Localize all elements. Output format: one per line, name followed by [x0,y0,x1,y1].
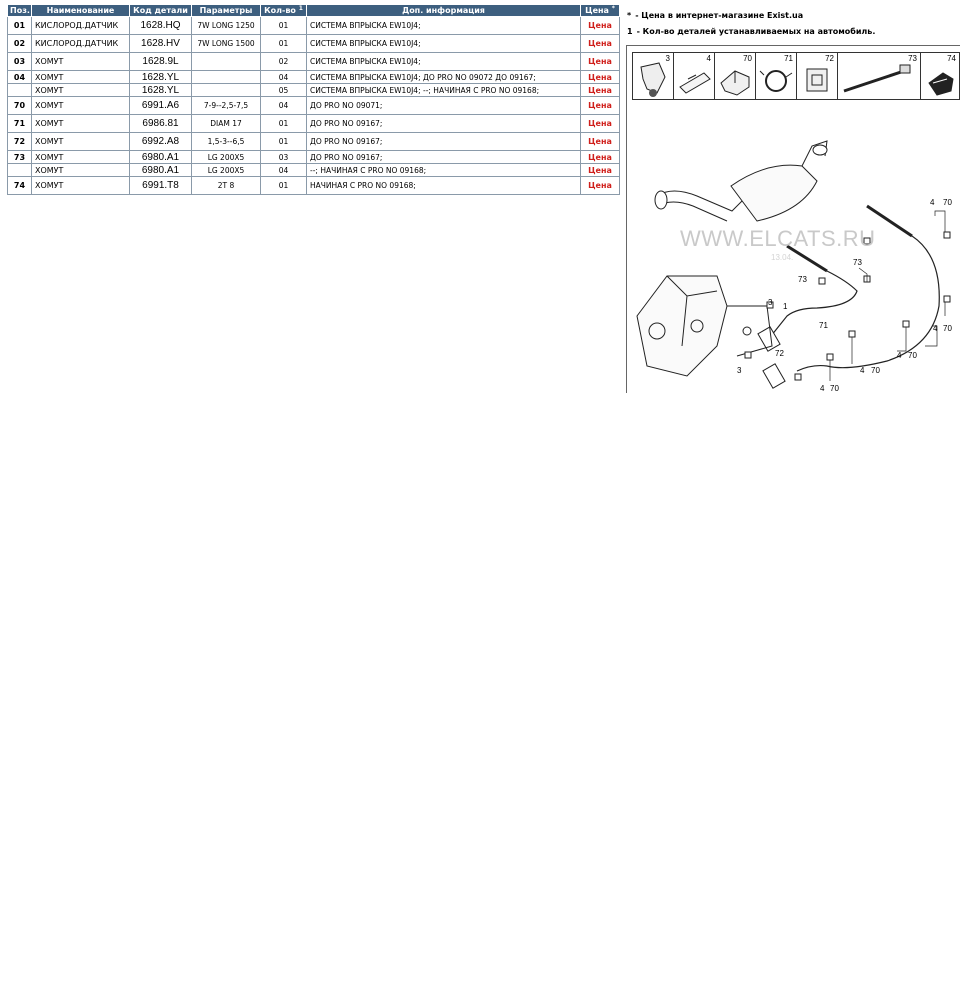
table-row [8,17,620,35]
table-row [8,35,620,53]
row-name: ХОМУТ [32,133,130,151]
callout-4[interactable]: 4 [897,351,902,360]
row-qty: 04 [261,164,307,177]
table-row [8,115,620,133]
row-info: ДО PRO NO 09167; [307,151,581,164]
price-footnote [627,11,803,20]
parts-table [7,4,620,195]
callout-4[interactable]: 4 [860,366,865,375]
part-code: 6980.A1 [130,151,192,164]
price-link[interactable]: Цена [581,133,620,151]
part-code: 6991.A6 [130,97,192,115]
callout-3[interactable]: 3 [768,298,773,307]
callout-70[interactable]: 70 [908,351,917,360]
row-qty: 02 [261,53,307,71]
row-info: ДО PRO NO 09167; [307,133,581,151]
price-note-text: - Цена в интернет-магазине Exist.ua [635,11,804,20]
table-row [8,71,620,84]
price-link[interactable]: Цена [581,151,620,164]
price-link[interactable]: Цена [581,71,620,84]
callout-3[interactable]: 3 [737,366,742,375]
row-params: 2T 8 [192,177,261,195]
row-info: СИСТЕМА ВПРЫСКА EW10J4; --; НАЧИНАЯ С PRO NO 09168; [307,84,581,97]
price-link[interactable]: Цена [581,115,620,133]
row-pos [8,164,32,177]
thumb-label: 72 [825,54,834,63]
price-link[interactable]: Цена [581,17,620,35]
row-pos: 72 [8,133,32,151]
row-pos: 74 [8,177,32,195]
row-name: КИСЛОРОД.ДАТЧИК [32,35,130,53]
row-pos: 70 [8,97,32,115]
row-params [192,53,261,71]
callout-4[interactable]: 4 [933,324,938,333]
part-code: 6992.A8 [130,133,192,151]
row-pos: 04 [8,71,32,84]
row-qty: 04 [261,97,307,115]
part-code: 1628.9L [130,53,192,71]
row-params: 7W LONG 1500 [192,35,261,53]
row-info: ДО PRO NO 09167; [307,115,581,133]
row-name: ХОМУТ [32,115,130,133]
row-info: СИСТЕМА ВПРЫСКА EW10J4; [307,53,581,71]
qty-note-mark: 1 [627,27,633,36]
callout-73[interactable]: 73 [853,258,862,267]
price-link[interactable]: Цена [581,84,620,97]
col-header-info: Доп. информация [307,5,581,17]
row-info: СИСТЕМА ВПРЫСКА EW10J4; [307,17,581,35]
callout-71[interactable]: 71 [819,321,828,330]
row-params [192,84,261,97]
row-params: LG 200X5 [192,151,261,164]
table-header-row [8,5,620,17]
table-body [8,17,620,195]
callout-4[interactable]: 4 [820,384,825,393]
part-code: 6980.A1 [130,164,192,177]
table-row [8,164,620,177]
callout-70[interactable]: 70 [871,366,880,375]
qty-footnote-mark: 1 [298,5,303,12]
part-code: 1628.YL [130,84,192,97]
qty-footnote [627,27,875,36]
row-pos: 02 [8,35,32,53]
row-qty: 01 [261,177,307,195]
price-link[interactable]: Цена [581,53,620,71]
row-name: ХОМУТ [32,177,130,195]
callout-70[interactable]: 70 [943,324,952,333]
thumb-label: 70 [743,54,752,63]
qty-note-text: - Кол-во деталей устанавливаемых на автомобиль. [636,27,876,36]
callout-1[interactable]: 1 [783,302,788,311]
price-link[interactable]: Цена [581,164,620,177]
part-code: 1628.YL [130,71,192,84]
row-pos: 01 [8,17,32,35]
row-name: ХОМУТ [32,164,130,177]
callout-70[interactable]: 70 [830,384,839,393]
row-params: 7-9--2,5-7,5 [192,97,261,115]
col-header-name: Наименование [32,5,130,17]
row-qty: 01 [261,17,307,35]
part-code: 1628.HQ [130,17,192,35]
price-link[interactable]: Цена [581,97,620,115]
row-params: 7W LONG 1250 [192,17,261,35]
row-name: ХОМУТ [32,53,130,71]
row-params: LG 200X5 [192,164,261,177]
row-pos: 71 [8,115,32,133]
col-header-qty-label: Кол-во [264,6,296,15]
table-row [8,97,620,115]
row-qty: 03 [261,151,307,164]
row-name: ХОМУТ [32,151,130,164]
row-params: 1,5-3--6,5 [192,133,261,151]
row-name: ХОМУТ [32,97,130,115]
row-qty: 01 [261,115,307,133]
row-info: --; НАЧИНАЯ С PRO NO 09168; [307,164,581,177]
exhaust-assembly-drawing [627,46,960,393]
table-row [8,53,620,71]
table-row [8,177,620,195]
row-name: ХОМУТ [32,84,130,97]
watermark-date: 13.04. [771,253,794,262]
thumb-label: 3 [665,54,670,63]
row-params [192,71,261,84]
row-qty: 01 [261,35,307,53]
row-name: ХОМУТ [32,71,130,84]
parts-diagram[interactable] [626,45,960,393]
price-link[interactable]: Цена [581,35,620,53]
row-info: СИСТЕМА ВПРЫСКА EW10J4; [307,35,581,53]
col-header-pos: Поз. [8,5,32,17]
part-code: 6986.81 [130,115,192,133]
row-pos [8,84,32,97]
row-pos: 03 [8,53,32,71]
thumb-label: 74 [947,54,956,63]
table-row [8,151,620,164]
col-header-price-label: Цена [585,6,609,15]
row-info: ДО PRO NO 09071; [307,97,581,115]
thumb-label: 4 [706,54,711,63]
table-row [8,133,620,151]
row-qty: 05 [261,84,307,97]
watermark-text: WWW.ELCATS.RU [680,226,876,251]
row-info: НАЧИНАЯ С PRO NO 09168; [307,177,581,195]
price-footnote-mark: * [611,5,615,12]
thumb-label: 73 [908,54,917,63]
col-header-code: Код детали [130,5,192,17]
row-params: DIAM 17 [192,115,261,133]
row-qty: 01 [261,133,307,151]
callout-4[interactable]: 4 [930,198,935,207]
col-header-price [581,5,620,17]
thumb-label: 71 [784,54,793,63]
col-header-qty [261,5,307,17]
callout-73[interactable]: 73 [798,275,807,284]
callout-70[interactable]: 70 [943,198,952,207]
col-header-params: Параметры [192,5,261,17]
part-code: 6991.T8 [130,177,192,195]
price-note-mark: * [627,11,632,20]
price-link[interactable]: Цена [581,177,620,195]
table-row [8,84,620,97]
row-qty: 04 [261,71,307,84]
part-code: 1628.HV [130,35,192,53]
row-pos: 73 [8,151,32,164]
callout-72[interactable]: 72 [775,349,784,358]
row-info: СИСТЕМА ВПРЫСКА EW10J4; ДО PRO NO 09072 ДО 09167; [307,71,581,84]
row-name: КИСЛОРОД.ДАТЧИК [32,17,130,35]
